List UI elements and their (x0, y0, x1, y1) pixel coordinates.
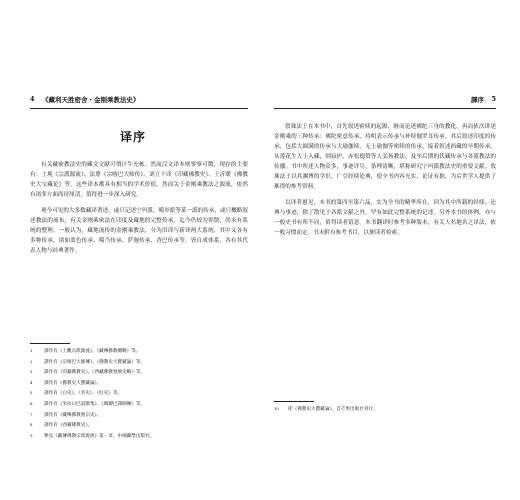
right-footnote-rule (274, 401, 314, 402)
left-running-title: 《藏利天胜密舍・金刚乘教法史》 (42, 96, 140, 104)
right-paragraph-2: 以译者愚见，本书的第四至第六品，实为全书的精华所在，因为其中所载的经续、论典与事迹，除了散见于各派文献之外，罕有如此完整系统的记述。另外本书的体例，亦与一般史书有所不同，值得读者留意。本书翻译时参考多种版本，有关人名地名之译法，依一般习惯而定。书末附有参考书目，以便读者检索。 (274, 200, 496, 236)
footnote-6: 6 譯作有《米拉日巴道歌集》、《瑪爾巴譯師傳》等。 (30, 400, 146, 407)
footnote-4: 4 譯作有《佛教史大寶藏論》。 (30, 379, 102, 386)
footnote-5: 5 譯作有《白史》、《青史》、《紅史》等。 (30, 390, 123, 397)
footnote-1: 1 譯作有《土觀宗派源流》、《藏傳佛教概略》等。 (30, 348, 141, 354)
left-header-rule (30, 108, 248, 109)
footnote-2: 2 譯作有《宗喀巴大師傳》、《佛教史大寶藏論》等。 (30, 358, 146, 365)
left-paragraph-2: 现今可见的大多数藏译著述，或只记述宁玛派、噶举派等某一派的传承，或只概略叙述教法的流布，有关金刚乘密法在印度及藏地的完整传承，迄今仍较为零散，尚未有系统的整理。一般认为，藏地流传的金刚乘教法，分为旧译与新译两大系统，其中又各有多种传承。诸如蓝色传承、噶当传承、萨迦传承、香巴传承等，皆自成体系，各有其代表人物与经典著作。 (30, 208, 248, 254)
footnote-3: 3 譯作有《印藏佛教史》、《西藏佛教發展史略》等。 (30, 369, 146, 376)
left-paragraph-1: 有关藏密教法史的藏文文献可谓汗牛充栋。然而汉文译本则寥寥可数，现存的主要有：土观《宗派源流》、法尊《宗喀巴大师传》、刘立千译《印藏佛教史》、王沂暖《佛教史大宝藏论》等。这些译本都具有相当的学术价值，然而关于金刚乘教法之源流，依然有诸多方面尚待厘清，值得进一步深入研究。 (30, 162, 248, 198)
left-body-text (30, 160, 248, 262)
footnote-8: 8 譯作有《西藏佛教史》。 (30, 422, 93, 429)
right-running-title: 譯序 (471, 96, 484, 104)
right-header-rule (274, 108, 496, 109)
right-page (260, 0, 520, 500)
chapter-title: 译序 (120, 130, 147, 144)
left-footnotes (30, 347, 248, 442)
left-page-number: 4 (30, 95, 35, 103)
footnote-9: 9 參見《藏傳佛教宗派源流》第一章，中國藏學出版社。 (30, 432, 155, 439)
right-paragraph-1: 敦珠法王在本书中，首先叙述密续的起源，继而论述佛陀三身的教化，再而依次讲述金刚乘的三种传承：佛陀密意传承、持明表示传承与补特伽罗耳传承。其后叙述印度的传承，包括大圆满的传承与大瑜伽续、无上瑜伽等密续的传承。接着叙述西藏的早期传承，从莲花生大士入藏，到寂护、赤松德赞等人弘扬教法，及至后期的伏藏传承与各派教法的传播。书中所述人物众多，事迹详尽，条理清晰，堪称研究宁玛派教法史的重要文献。敦珠法王以其渊博的学识，广引经续论典，使全书内容充实、论证有据，为后世学人提供了难得的参考资料。 (274, 124, 496, 190)
right-footnotes (274, 405, 496, 416)
footnote-10: 10 即《佛教史大寶藏論》，自芒果出版社刊行。 (274, 406, 378, 412)
footnote-7: 7 譯作有《藏傳佛教密宗史》。 (30, 411, 102, 418)
right-page-number: 5 (491, 95, 496, 103)
left-footnote-rule (30, 343, 70, 344)
right-body-text (274, 122, 496, 244)
